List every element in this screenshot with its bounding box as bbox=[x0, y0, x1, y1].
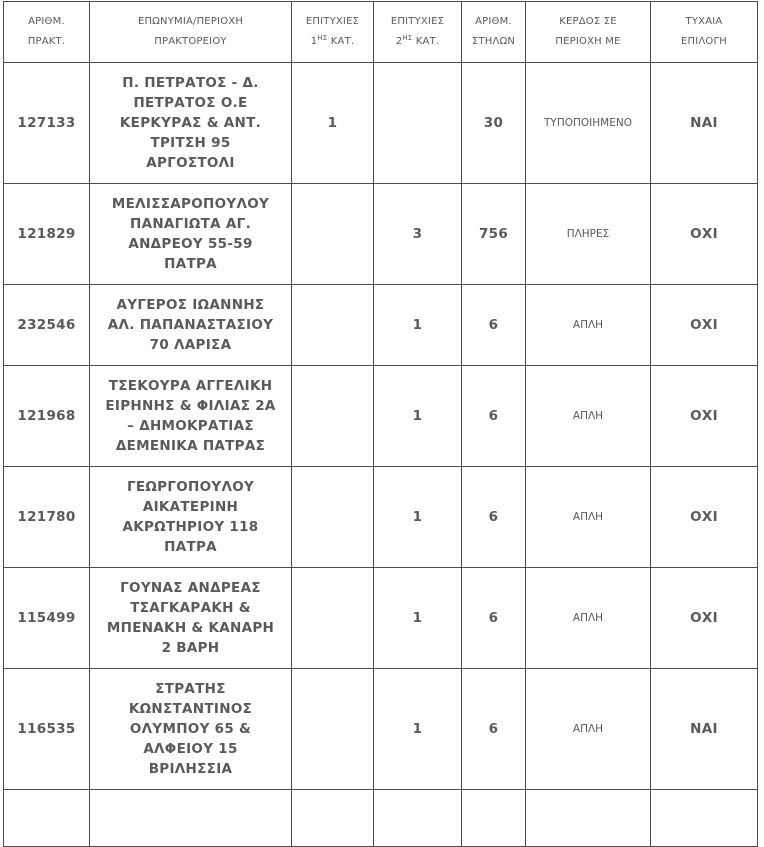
cell-random-choice: ΝΑΙ bbox=[651, 669, 758, 790]
name-line: ΠΑΝΑΓΙΩΤΑ ΑΓ. bbox=[129, 216, 252, 232]
cell-win-area: ΑΠΛΗ bbox=[526, 669, 651, 790]
name-line: ΜΕΛΙΣΣΑΡΟΠΟΥΛΟΥ bbox=[111, 196, 270, 212]
name-line: Π. ΠΕΤΡΑΤΟΣ - Δ. bbox=[122, 75, 259, 91]
cell-columns-count: 6 bbox=[462, 285, 526, 366]
cell-agent-number: 232546 bbox=[4, 285, 90, 366]
name-line: ΚΕΡΚΥΡΑΣ & ΑΝΤ. bbox=[119, 115, 262, 131]
cell-columns-count: 6 bbox=[462, 467, 526, 568]
cell-random-choice: ΝΑΙ bbox=[651, 63, 758, 184]
cell-random-choice: ΟΧΙ bbox=[651, 467, 758, 568]
cell-wins-cat1: 1 bbox=[292, 63, 374, 184]
header-win-area: ΚΕΡΔΟΣ ΣΕ ΠΕΡΙΟΧΗ ΜΕ bbox=[526, 2, 651, 63]
table-row bbox=[4, 568, 758, 669]
cell-columns-count: 6 bbox=[462, 366, 526, 467]
name-line: ΟΛΥΜΠΟΥ 65 & bbox=[129, 721, 252, 737]
cell-name-area bbox=[90, 285, 292, 366]
name-line: ΑΥΓΕΡΟΣ ΙΩΑΝΝΗΣ bbox=[116, 297, 265, 313]
table-row bbox=[4, 285, 758, 366]
empty-cell bbox=[526, 790, 651, 847]
name-line: ΓΕΩΡΓΟΠΟΥΛΟΥ bbox=[126, 479, 255, 495]
header-row bbox=[4, 2, 758, 63]
name-line: 2 ΒΑΡΗ bbox=[161, 640, 220, 656]
cell-wins-cat1 bbox=[292, 366, 374, 467]
table-row bbox=[4, 184, 758, 285]
empty-cell bbox=[292, 790, 374, 847]
empty-cell bbox=[462, 790, 526, 847]
name-line: ΠΕΤΡΑΤΟΣ Ο.Ε bbox=[133, 95, 248, 111]
table-row bbox=[4, 669, 758, 790]
cell-wins-cat2: 1 bbox=[374, 669, 462, 790]
cell-win-area: ΠΛΗΡΕΣ bbox=[526, 184, 651, 285]
cell-agent-number: 115499 bbox=[4, 568, 90, 669]
table-row bbox=[4, 63, 758, 184]
name-line: ΤΣΑΓΚΑΡΑΚΗ & bbox=[130, 600, 251, 616]
cell-agent-number: 121780 bbox=[4, 467, 90, 568]
cell-name-area bbox=[90, 568, 292, 669]
table-body bbox=[4, 63, 758, 847]
empty-cell bbox=[4, 790, 90, 847]
cell-wins-cat2: 1 bbox=[374, 467, 462, 568]
cell-random-choice: ΟΧΙ bbox=[651, 568, 758, 669]
cell-win-area: ΤΥΠΟΠΟΙΗΜΕΝΟ bbox=[526, 63, 651, 184]
cell-name-area bbox=[90, 669, 292, 790]
cell-wins-cat2 bbox=[374, 63, 462, 184]
empty-cell bbox=[374, 790, 462, 847]
cell-random-choice: ΟΧΙ bbox=[651, 366, 758, 467]
cell-wins-cat2: 1 bbox=[374, 366, 462, 467]
name-line: ΓΟΥΝΑΣ ΑΝΔΡΕΑΣ bbox=[120, 580, 261, 596]
table-row bbox=[4, 366, 758, 467]
header-agent-number: ΑΡΙΘΜ. ΠΡΑΚΤ. bbox=[4, 2, 90, 63]
cell-wins-cat1 bbox=[292, 568, 374, 669]
cell-columns-count: 6 bbox=[462, 669, 526, 790]
name-line: ΠΑΤΡΑ bbox=[164, 539, 217, 555]
winners-table bbox=[3, 1, 758, 847]
cell-wins-cat2: 1 bbox=[374, 285, 462, 366]
cell-name-area bbox=[90, 467, 292, 568]
cell-random-choice: ΟΧΙ bbox=[651, 184, 758, 285]
cell-wins-cat2: 1 bbox=[374, 568, 462, 669]
cell-win-area: ΑΠΛΗ bbox=[526, 568, 651, 669]
cell-random-choice: ΟΧΙ bbox=[651, 285, 758, 366]
cell-name-area bbox=[90, 63, 292, 184]
cell-wins-cat2: 3 bbox=[374, 184, 462, 285]
cell-agent-number: 121968 bbox=[4, 366, 90, 467]
name-line: ΔΕΜΕΝΙΚΑ ΠΑΤΡΑΣ bbox=[115, 438, 266, 454]
header-columns-count: ΑΡΙΘΜ. ΣΤΗΛΩΝ bbox=[462, 2, 526, 63]
cell-wins-cat1 bbox=[292, 467, 374, 568]
name-line: ΑΡΓΟΣΤΟΛΙ bbox=[146, 155, 235, 171]
empty-cell bbox=[651, 790, 758, 847]
header-name-area: ΕΠΩΝΥΜΙΑ/ΠΕΡΙΟΧΗ ΠΡΑΚΤΟΡΕΙΟΥ bbox=[90, 2, 292, 63]
cell-agent-number: 121829 bbox=[4, 184, 90, 285]
cell-columns-count: 756 bbox=[462, 184, 526, 285]
name-line: ΠΑΤΡΑ bbox=[164, 256, 217, 272]
header-random-choice: ΤΥΧΑΙΑ ΕΠΙΛΟΓΗ bbox=[651, 2, 758, 63]
name-line: ΑΝΔΡΕΟΥ 55-59 bbox=[128, 236, 253, 252]
empty-cell bbox=[90, 790, 292, 847]
name-line: – ΔΗΜΟΚΡΑΤΙΑΣ bbox=[127, 418, 254, 434]
header-wins-cat1: ΕΠΙΤΥΧΙΕΣ $1^{H\Sigma}$ ΚΑΤ. bbox=[292, 2, 374, 63]
cell-win-area: ΑΠΛΗ bbox=[526, 467, 651, 568]
name-line: ΑΛ. ΠΑΠΑΝΑΣΤΑΣΙΟΥ bbox=[107, 317, 274, 333]
name-line: ΚΩΝΣΤΑΝΤΙΝΟΣ bbox=[128, 701, 253, 717]
cell-agent-number: 116535 bbox=[4, 669, 90, 790]
name-line: ΑΛΦΕΙΟΥ 15 bbox=[143, 741, 238, 757]
name-line: ΑΚΡΩΤΗΡΙΟΥ 118 bbox=[122, 519, 259, 535]
cell-wins-cat1 bbox=[292, 669, 374, 790]
cell-wins-cat1 bbox=[292, 184, 374, 285]
cell-win-area: ΑΠΛΗ bbox=[526, 285, 651, 366]
name-line: ΤΣΕΚΟΥΡΑ ΑΓΓΕΛΙΚΗ bbox=[108, 378, 273, 394]
cell-name-area bbox=[90, 366, 292, 467]
cell-wins-cat1 bbox=[292, 285, 374, 366]
cell-name-area bbox=[90, 184, 292, 285]
name-line: ΣΤΡΑΤΗΣ bbox=[155, 681, 226, 697]
name-line: ΒΡΙΛΗΣΣΙΑ bbox=[148, 761, 233, 777]
name-line: ΕΙΡΗΝΗΣ & ΦΙΛΙΑΣ 2Α bbox=[105, 398, 276, 414]
table-row bbox=[4, 467, 758, 568]
name-line: ΤΡΙΤΣΗ 95 bbox=[150, 135, 231, 151]
name-line: ΜΠΕΝΑΚΗ & ΚΑΝΑΡΗ bbox=[106, 620, 275, 636]
cell-columns-count: 30 bbox=[462, 63, 526, 184]
name-line: 70 ΛΑΡΙΣΑ bbox=[149, 337, 232, 353]
cell-agent-number: 127133 bbox=[4, 63, 90, 184]
cell-columns-count: 6 bbox=[462, 568, 526, 669]
name-line: ΑΙΚΑΤΕΡΙΝΗ bbox=[142, 499, 239, 515]
cell-win-area: ΑΠΛΗ bbox=[526, 366, 651, 467]
empty-row bbox=[4, 790, 758, 847]
header-wins-cat2: ΕΠΙΤΥΧΙΕΣ $2^{H\Sigma}$ ΚΑΤ. bbox=[374, 2, 462, 63]
